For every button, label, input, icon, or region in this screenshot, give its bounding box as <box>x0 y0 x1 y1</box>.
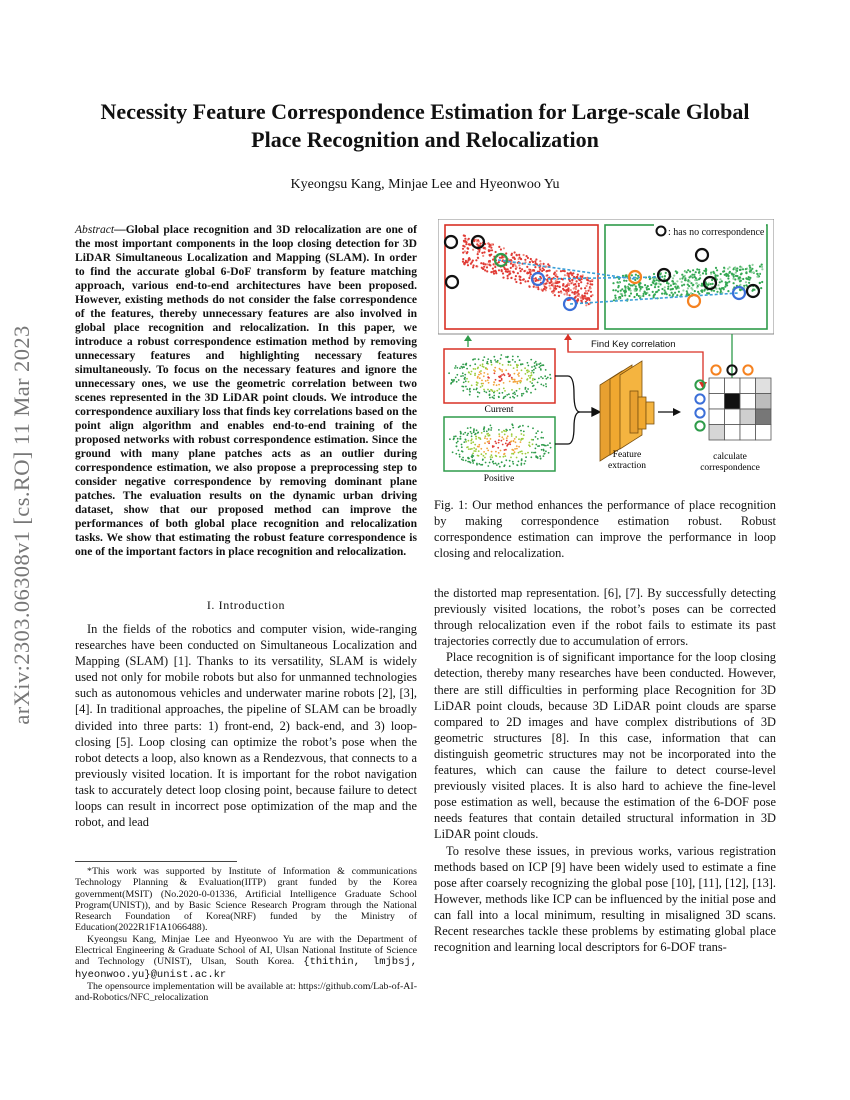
matrix-cell <box>725 394 741 410</box>
author-list: Kyeongsu Kang, Minjae Lee and Hyeonwoo Yu <box>290 177 560 192</box>
section-heading-introduction: I. Introduction <box>206 598 286 612</box>
matrix-cell <box>756 409 772 425</box>
correspondence-matrix <box>695 365 771 440</box>
matrix-cell <box>725 378 741 394</box>
abstract-dash: — <box>114 224 126 236</box>
arxiv-sidebar <box>2 300 42 750</box>
matrix-cell <box>709 409 725 425</box>
title-line-1: Necessity Feature Correspondence Estimation for Large-scale Global <box>100 99 750 124</box>
matrix-cell <box>709 394 725 410</box>
matrix-cell <box>740 425 756 441</box>
affiliation-footnote <box>75 934 417 981</box>
input-arrows <box>555 376 600 444</box>
pointcloud-panel <box>438 219 774 334</box>
code-footnote: The opensource implementation will be available at: https://github.com/Lab-of-AI-and-Robotics/NFC_relocalization <box>75 980 417 1004</box>
footnote-rule <box>75 861 237 862</box>
matrix-cell <box>725 409 741 425</box>
feature-to-matrix-arrow <box>658 408 681 416</box>
matrix-cell <box>740 409 756 425</box>
affiliation-text: Kyeongsu Kang, Minjae Lee and Hyeonwoo Yu are with the Department of Electrical Engineering & Graduate School of AI, Ulsan National Institute of Science and Technology (UNIST), Ulsan, South Korea. <box>75 933 417 968</box>
footnotes <box>75 866 417 1004</box>
title-line-2: Place Recognition and Relocalization <box>251 127 599 152</box>
feature-extractor-block <box>600 361 654 461</box>
find-key-label: Find Key correlation <box>591 339 676 350</box>
calc-label-1: calculate <box>713 452 747 462</box>
positive-thumbnail <box>444 417 555 471</box>
matrix-cell <box>756 425 772 441</box>
abstract-text: Global place recognition and 3D relocalization are one of the most important components in the loop closing detection for 3D LiDAR Simultaneous Localization and Mapping (SLAM). In order to find the accurate global 6-DoF transform by feature matching approach, various end-to-end architectures have been proposed. However, existing methods do not consider the false correspondence of the features, thereby unnecessary features are also involved in global place recognition and relocalization. In this paper, we introduce a robust correspondence estimation method by removing unnecessary features and highlighting necessary features simultaneously. To focus on the necessary features and ignore the unnecessary ones, we use the geometric correlation between two scenes represented in the 3D LiDAR point clouds. We introduce the correspondence auxiliary loss that finds key correlations based on the point align algorithm and enables end-to-end training of the proposed networks with robust correspondence estimation. Since the ground with many plane patches acts as an outlier during correspondence estimation, we also propose a preprocessing step to consider negative correspondence by removing dominant plane patches. The evaluation results on the dynamic urban driving dataset, show that our proposed method can improve the performances of both global place recognition and relocalization tasks. We show that estimating the robust feature correspondence is one of the important factors in place recognition and relocalization. <box>75 224 417 559</box>
positive-label: Positive <box>483 474 515 484</box>
matrix-cell <box>740 378 756 394</box>
matrix-cell <box>756 394 772 410</box>
matrix-cell <box>756 378 772 394</box>
right-paragraph-3: To resolve these issues, in previous works, various registration methods based on ICP [9] have been widely used to estimate a fine pose after coarsely recognizing the global pose [10], [11], [12], [13]. However, methods like ICP can be influenced by the initial pose and can fall into a local minimum, resulting in misaligned 3D scans. Recent researches tackle these problems by estimating global place recognition and learning local descriptors for 6-DOF trans- <box>434 843 776 955</box>
legend-text: : has no correspondence <box>668 227 765 238</box>
figure-1 <box>438 219 774 487</box>
matrix-cell <box>725 425 741 441</box>
intro-paragraph: In the fields of the robotics and computer vision, wide-ranging researches have been conducted on Simultaneous Localization and Mapping (SLAM) [1]. Thanks to its versatility, SLAM is widely used not only for mobile robots but also for unmanned technologies such as autonomous vehicles and underwater marine robots [2], [3], [4]. In traditional approaches, the pipeline of SLAM can be broadly divided into three parts: 1) front-end, 2) back-end, and 3) loop-closing [5]. Loop closing can optimize the robot’s pose when the robot detects a loop, also known as a Rendezvous, that connects to a previously visited location. It is important for the robot navigation task to accurately detect loop closing point, because failure to detect loops can result in incorrect pose optimization of the map and the robot, and lead <box>75 622 417 830</box>
current-thumbnail <box>444 349 555 403</box>
abstract-label: Abstract <box>75 224 115 236</box>
funding-footnote: *This work was supported by Institute of Information & communications Technology Planning & Evaluation(IITP) grant funded by the Korea government(MSIT) (No.2020-0-01336, Artificial Intelligence Graduate School Program(UNIST)), and by Basic Science Research Program through the National Research Foundation of Korea(NRF) funded by the Ministry of Education(2022R1F1A1066488). <box>75 866 417 934</box>
right-column-body <box>434 585 776 955</box>
current-label: Current <box>484 405 514 415</box>
figure-1-caption: Fig. 1: Our method enhances the performance of place recognition by making correspondence estimation robust. Robust correspondence estimation can improve the performance in loop closing and relocalization. <box>434 498 776 561</box>
feature-label-2: extraction <box>608 461 646 471</box>
arxiv-identifier: arXiv:2303.06308v1 [cs.RO] 11 Mar 2023 <box>9 325 34 725</box>
paper-title <box>60 98 790 154</box>
right-paragraph-2: Place recognition is of significant importance for the loop closing detection, thereby many researches have been conducted. However, there are still difficulties in performing place Recognition for 3D LiDAR point clouds, because 3D LiDAR point clouds are sparse compared to 2D images and have complex distributions of 3D geometric structures [8]. In this case, information that can distinguish geometric structures may not be incorporated into the features, which can cause the failure to detect course-level previously visited places. It is also hard to achieve the fine-level pose estimation as well, because the estimation of the 6-DOF pose needs features that contain detailed structural information in 3D LiDAR point clouds. <box>434 650 776 842</box>
matrix-cell <box>740 394 756 410</box>
introduction-body <box>75 621 417 830</box>
right-paragraph-1: the distorted map representation. [6], [7]. By successfully detecting previously visited locations, the robot’s poses can be corrected through relocalization even if the robot fails to estimate its past trajectories correctly due to accumulation of errors. <box>434 586 776 649</box>
matrix-cell <box>709 425 725 441</box>
abstract <box>75 223 417 559</box>
author-emails: {thithin, lmjbsj, hyeonwoo.yu}@unist.ac.kr <box>75 956 418 981</box>
calc-label-2: correspondence <box>700 463 760 473</box>
matrix-cell <box>709 378 725 394</box>
feature-label-1: Feature <box>612 450 642 460</box>
